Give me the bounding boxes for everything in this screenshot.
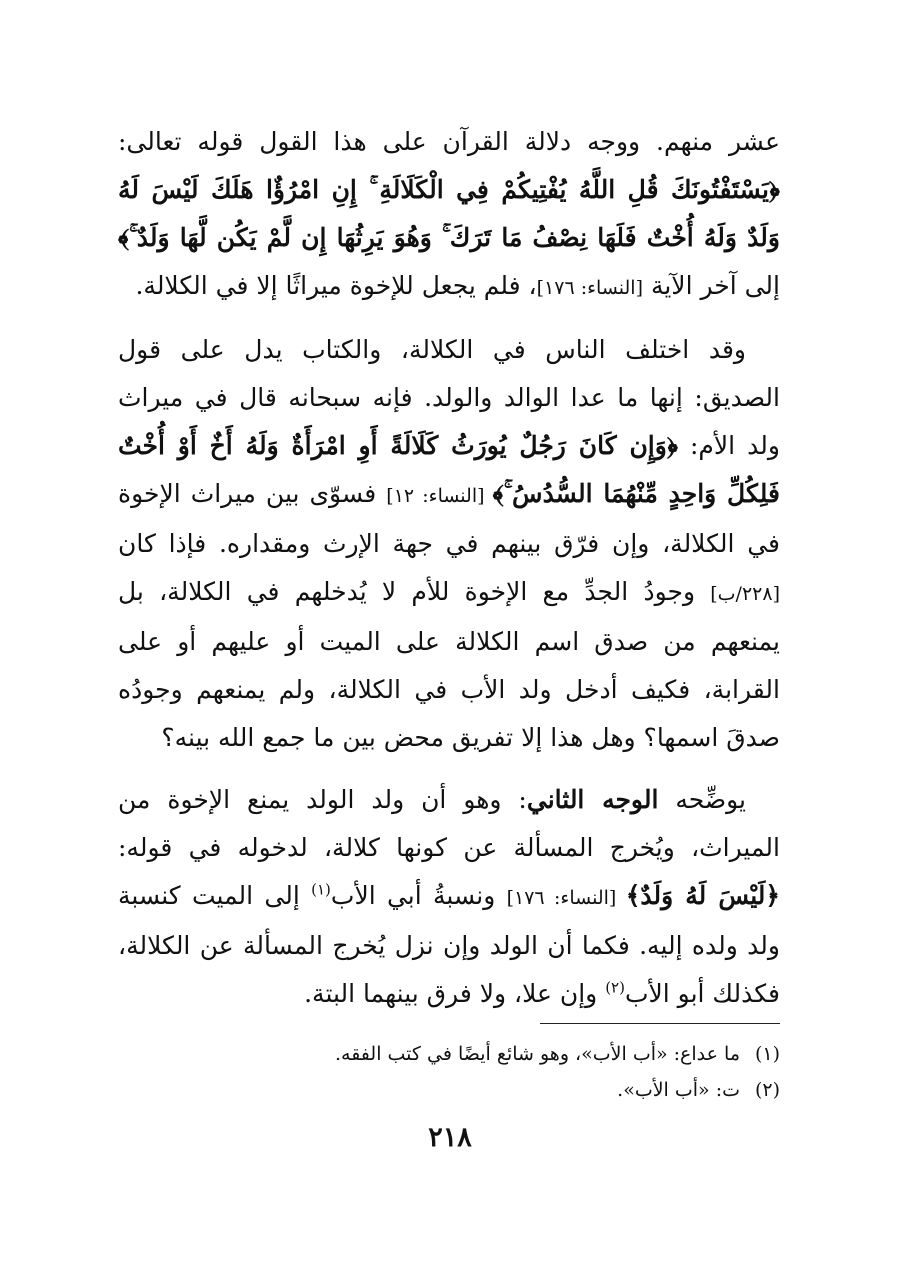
footnote-text: ما عداع: «أب الأب»، وهو شائع أيضًا في كتب الفقه.	[334, 1043, 740, 1065]
page-number: ٢١٨	[428, 1122, 472, 1153]
quran-verse-nisa-176: ﴿يَسْتَفْتُونَكَ قُلِ اللَّهُ يُفْتِيكُمْ فِي الْكَلَالَةِ ۚ إِنِ امْرُؤٌا هَلَكَ لَيْسَ لَهُ وَلَدٌ وَلَهُ أُخْتٌ فَلَهَا نِصْفُ مَا تَرَكَ ۚ وَهُوَ يَرِثُهَا إِن لَّمْ يَكُن لَّهَا وَلَدٌ ۚ﴾	[118, 175, 780, 252]
paragraph-1-text-a: عشر منهم. ووجه دلالة القرآن على هذا القول قوله تعالى:	[118, 127, 780, 156]
quran-verse-laysa-lahu-walad: ﴿لَيْسَ لَهُ وَلَدٌ﴾	[625, 881, 781, 910]
paragraph-1	[118, 118, 780, 312]
paragraph-3-text-d: إلى الميت كنسبة ولد ولده إليه. فكما أن الولد وإن نزل يُخرج المسألة عن الكلالة، فكذلك أبو الأب	[118, 881, 780, 1008]
paragraph-3-text-e: وإن علا، ولا فرق بينهما البتة.	[304, 979, 606, 1008]
paragraph-1-text-c: ، فلم يجعل للإخوة ميراثًا إلا في الكلالة.	[135, 271, 537, 300]
verse-reference: [النساء: ١٢]	[386, 485, 493, 507]
footnotes	[118, 1036, 780, 1108]
paragraph-2-text-b: فسوّى بين ميراث الإخوة في الكلالة، وإن فرّق بينهم في جهة الإرث ومقداره. فإذا كان	[118, 479, 780, 558]
footnote-number: (٢)	[754, 1079, 780, 1101]
page-body	[118, 118, 780, 1032]
quran-verse-nisa-12: ﴿وَإِن كَانَ رَجُلٌ يُورَثُ كَلَالَةً أَوِ امْرَأَةٌ وَلَهُ أَخٌ أَوْ أُخْتٌ فَلِكُلِّ وَاحِدٍ مِّنْهُمَا السُّدُسُ ۚ﴾	[118, 431, 780, 508]
footnote-1	[118, 1036, 780, 1072]
section-heading-second-aspect: الوجه الثاني	[526, 785, 659, 814]
footnote-number: (١)	[754, 1043, 780, 1065]
paragraph-2	[118, 326, 780, 762]
verse-reference: [النساء: ١٧٦]	[506, 887, 626, 909]
footnote-marker-1[interactable]: (١)	[311, 880, 331, 899]
paragraph-2-text-a: وقد اختلف الناس في الكلالة، والكتاب يدل على قول الصديق: إنها ما عدا الوالد والولد. فإنه سبحانه قال في ميراث ولد الأم:	[118, 335, 780, 460]
paragraph-2-text-c: وجودُ الجدِّ مع الإخوة للأم لا يُدخلهم في الكلالة، بل يمنعهم من صدق اسم الكلالة على الميت أو عليهم أو على القرابة، فكيف أدخل ولد الأب في الكلالة، ولم يمنعهم وجودُه صدقَ اسمها؟ وهل هذا إلا تفريق محض بين ما جمع الله بينه؟	[118, 577, 780, 752]
paragraph-3-text-c: ونسبةُ أبي الأب	[330, 881, 507, 910]
paragraph-3-text-a: يوضِّحه	[658, 785, 747, 814]
footnote-text: ت: «أب الأب».	[617, 1079, 740, 1101]
paragraph-3-text-b: : وهو أن ولد الولد يمنع الإخوة من الميراث، ويُخرج المسألة عن كونها كلالة، لدخوله في قوله:	[118, 785, 780, 862]
manuscript-folio-marker: [٢٢٨/ب]	[710, 583, 780, 605]
footnote-marker-2[interactable]: (٢)	[605, 978, 625, 997]
paragraph-1-text-b: إلى آخر الآية	[643, 271, 780, 300]
paragraph-3	[118, 776, 780, 1018]
footnote-divider	[540, 1023, 780, 1024]
verse-reference: [النساء: ١٧٦]	[536, 277, 643, 299]
footnote-2	[118, 1072, 780, 1108]
